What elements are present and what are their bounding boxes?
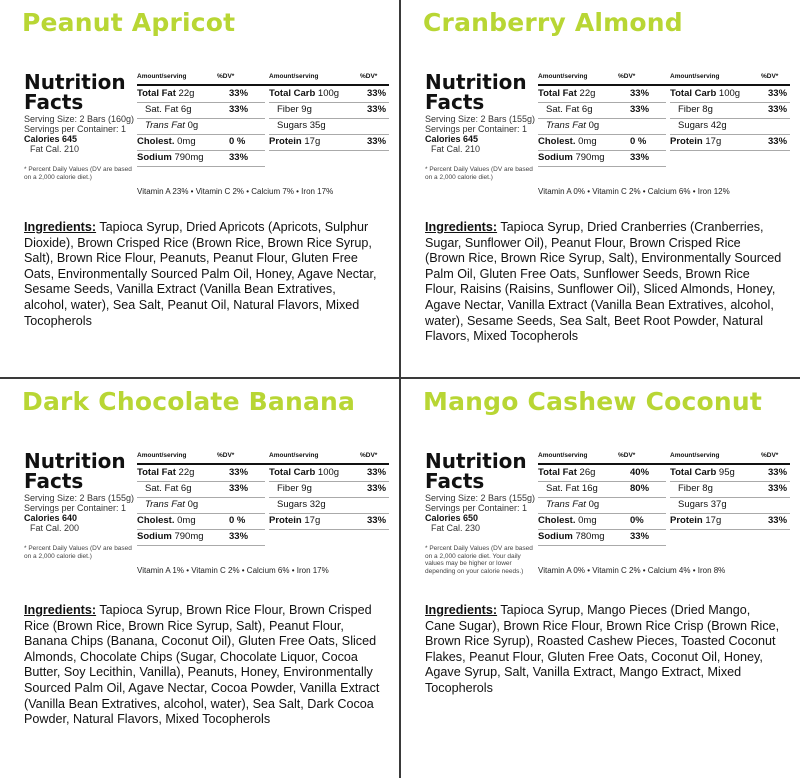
nutrient-cell [137, 465, 265, 482]
nutrient-amount: 8g [702, 104, 713, 115]
serving-size: Serving Size: 2 Bars (155g) [24, 493, 135, 503]
nutrient-name: Sodium [137, 152, 172, 163]
nutrient-amount: 790mg [575, 152, 605, 163]
nutrient-cell [670, 102, 790, 119]
nutrient-label [137, 86, 194, 102]
nutrition-facts-heading [24, 451, 126, 491]
nutrient-dv: 33% [768, 136, 788, 147]
nutrient-amount: 32g [309, 499, 326, 510]
product-title: Mango Cashew Coconut [423, 387, 763, 416]
nutrient-name: Sugars [678, 120, 709, 131]
nutrient-amount: 790mg [174, 152, 204, 163]
table-header [538, 451, 790, 465]
ingredients-label: Ingredients: [24, 220, 97, 234]
heading-line: Facts [425, 469, 485, 493]
nutrient-label [670, 481, 713, 497]
nutrient-name: Sat. Fat [546, 104, 580, 115]
ingredients-label: Ingredients: [24, 603, 97, 617]
column-header: Amount/serving [670, 452, 720, 459]
nutrient-cell [137, 102, 265, 119]
nutrition-facts-label [425, 445, 795, 575]
nutrient-label [538, 150, 605, 166]
nutrient-amount: 6g [180, 483, 192, 494]
daily-value-footnote: * Percent Daily Values (DV are based on a 2,000 calorie diet.) [24, 166, 132, 181]
nutrient-amount: 0mg [578, 136, 597, 147]
nutrient-label [670, 102, 713, 118]
nutrient-amount: 35g [309, 120, 326, 131]
nutrient-dv: 33% [367, 467, 387, 478]
nutrient-cell [269, 118, 389, 135]
table-row [137, 86, 389, 102]
nutrient-name: Sodium [137, 531, 172, 542]
serving-info [425, 114, 537, 181]
daily-value-footnote: * Percent Daily Values (DV are based on a 2,000 calorie diet. Your daily values may be higher or lower depending on your calorie needs.) [425, 545, 533, 575]
nutrient-amount: 17g [705, 515, 722, 526]
nutrient-cell [538, 513, 666, 530]
ingredients-text: Tapioca Syrup, Brown Rice Flour, Brown Crisped Rice (Brown Rice, Brown Rice Syrup, Salt), Peanut Flour, Banana Chips (Banana, Coconut Oil), Gluten Free Oats, Sliced Almonds, Chocolate Chips (Sugar, Chocolate Liquor, Cocoa Butter, Soy Lecithin, Vanilla), Peanuts, Honey, Environmentally Sourced Palm Oil, Agave Nectar, Cocoa Powder, Vanilla Extract (Vanilla Bean Extratives, alcohol, water), Sea Salt, Dark Cocoa Powder, Natural Flavors, Mixed Tocopherols [24, 603, 380, 727]
table-row [137, 481, 389, 497]
nutrient-amount: 6g [581, 104, 593, 115]
vitamins-line: Vitamin A 0% • Vitamin C 2% • Calcium 4% • Iron 8% [538, 566, 726, 575]
nutrient-cell [670, 497, 790, 514]
nutrient-label [670, 118, 727, 134]
nutrient-name: Fiber [277, 104, 299, 115]
nutrient-name: Total Carb [670, 88, 717, 99]
heading-line: Facts [24, 469, 84, 493]
nutrient-amount: 16g [581, 483, 598, 494]
nutrient-dv: 33% [229, 467, 249, 478]
nutrient-dv: 33% [229, 483, 249, 494]
heading-line: Nutrition [425, 449, 527, 473]
nutrient-dv: 33% [229, 104, 249, 115]
nutrient-name: Fiber [678, 104, 700, 115]
calories: Calories 645 [425, 134, 479, 144]
nutrient-label [269, 86, 339, 102]
table-row [538, 134, 790, 150]
nutrition-facts-heading [425, 451, 527, 491]
nutrient-cell [670, 465, 790, 482]
nutrient-dv: 40% [630, 467, 650, 478]
nutrient-cell [137, 134, 265, 151]
nutrient-name: Fiber [678, 483, 700, 494]
nutrient-cell [538, 102, 666, 119]
column-header: %DV* [761, 73, 779, 80]
nutrient-name: Trans Fat [145, 499, 185, 510]
serving-info [24, 114, 136, 181]
product-panel [401, 0, 800, 377]
nutrient-amount: 17g [304, 136, 321, 147]
nutrient-label [670, 497, 727, 513]
calories: Calories 650 [425, 513, 479, 523]
nutrient-cell [538, 529, 666, 546]
nutrient-amount: 780mg [575, 531, 605, 542]
nutrient-dv: 33% [630, 531, 650, 542]
nutrient-label [670, 465, 735, 481]
table-row [538, 465, 790, 481]
vitamins-line: Vitamin A 0% • Vitamin C 2% • Calcium 6% • Iron 12% [538, 187, 730, 196]
nutrient-dv: 0 % [229, 515, 246, 526]
nutrient-dv: 33% [768, 515, 788, 526]
nutrient-cell [137, 118, 265, 135]
nutrient-dv: 33% [630, 88, 650, 99]
product-title: Cranberry Almond [423, 8, 683, 37]
nutrient-name: Sodium [538, 531, 573, 542]
nutrition-facts-label [24, 445, 394, 575]
calories: Calories 640 [24, 513, 78, 523]
serving-size: Serving Size: 2 Bars (155g) [425, 114, 536, 124]
nutrient-cell [670, 118, 790, 135]
nutrient-name: Sugars [678, 499, 709, 510]
ingredients-label: Ingredients: [425, 603, 498, 617]
column-header: %DV* [618, 452, 636, 459]
nutrient-dv: 33% [367, 104, 387, 115]
table-row [137, 529, 389, 545]
nutrient-dv: 0 % [229, 136, 246, 147]
calories: Calories 645 [24, 134, 78, 144]
ingredients-label: Ingredients: [425, 220, 498, 234]
nutrient-cell [538, 134, 666, 151]
nutrient-amount: 37g [710, 499, 727, 510]
heading-line: Nutrition [24, 70, 126, 94]
servings-per-container: Servings per Container: 1 [425, 124, 528, 134]
nutrient-label [269, 134, 320, 150]
nutrient-name: Trans Fat [546, 120, 586, 131]
fat-calories: Fat Cal. 230 [431, 523, 481, 533]
table-row [137, 134, 389, 150]
nutrient-name: Fiber [277, 483, 299, 494]
nutrient-label [137, 497, 198, 513]
nutrient-name: Trans Fat [145, 120, 185, 131]
nutrient-amount: 0g [588, 499, 600, 510]
nutrient-cell [269, 481, 389, 498]
nutrient-name: Cholest. [137, 136, 175, 147]
nutrient-name: Protein [269, 515, 302, 526]
servings-per-container: Servings per Container: 1 [24, 503, 127, 513]
nutrient-name: Sodium [538, 152, 573, 163]
column-header: %DV* [217, 452, 235, 459]
product-panel [0, 379, 399, 778]
nutrient-label [538, 529, 605, 545]
nutrient-cell [269, 513, 389, 530]
nutrient-cell [137, 150, 265, 167]
nutrient-amount: 9g [301, 104, 312, 115]
nutrient-amount: 0g [187, 499, 199, 510]
fat-calories: Fat Cal. 210 [30, 144, 80, 154]
ingredients-text: Tapioca Syrup, Dried Apricots (Apricots, Sulphur Dioxide), Brown Crisped Rice (Brown Rice, Brown Rice Syrup, Salt), Brown Rice Flour, Peanuts, Peanut Flour, Gluten Free Oats, Environmentally Sourced Palm Oil, Honey, Agave Nectar, Sesame Seeds, Vanilla Extract (Vanilla Bean Extratives, alcohol, water), Sea Salt, Peanut Oil, Natural Flavors, Mixed Tocopherols [24, 220, 377, 328]
column-header: Amount/serving [538, 452, 588, 459]
nutrient-label [269, 497, 326, 513]
nutrient-cell [538, 118, 666, 135]
ingredients-text: Tapioca Syrup, Mango Pieces (Dried Mango, Cane Sugar), Brown Rice Flour, Brown Rice Crisp (Brown Rice, Brown Rice Syrup), Roasted Cashew Pieces, Toasted Coconut Flakes, Peanut Flour, Gluten Free Oats, Coconut Oil, Honey, Agave Syrup, Salt, Vanilla Extract, Mango Extract, Mixed Tocopherols [425, 603, 780, 695]
nutrient-cell [269, 497, 389, 514]
daily-value-footnote: * Percent Daily Values (DV are based on a 2,000 calorie diet.) [24, 545, 132, 560]
column-header: Amount/serving [269, 452, 319, 459]
nutrient-label [538, 134, 597, 150]
column-header: %DV* [217, 73, 235, 80]
nutrient-amount: 17g [705, 136, 722, 147]
nutrient-label [269, 465, 339, 481]
nutrient-cell [137, 481, 265, 498]
nutrient-dv: 33% [229, 88, 249, 99]
nutrient-label [137, 465, 194, 481]
nutrient-amount: 0mg [177, 515, 196, 526]
nutrient-label [137, 118, 198, 134]
nutrient-amount: 8g [702, 483, 713, 494]
nutrient-cell [538, 150, 666, 167]
table-row [137, 497, 389, 513]
nutrient-cell [137, 86, 265, 103]
vitamins-line: Vitamin A 1% • Vitamin C 2% • Calcium 6% • Iron 17% [137, 566, 329, 575]
nutrient-label [269, 513, 320, 529]
product-panel [401, 379, 800, 778]
nutrient-cell [670, 513, 790, 530]
nutrient-cell [137, 529, 265, 546]
table-row [137, 513, 389, 529]
nutrient-amount: 100g [317, 88, 340, 99]
nutrient-amount: 0g [187, 120, 199, 131]
nutrient-cell [538, 465, 666, 482]
nutrient-label [538, 513, 597, 529]
nutrition-facts-label [425, 66, 795, 196]
ingredients [24, 220, 382, 329]
nutrient-cell [269, 86, 389, 103]
column-header: Amount/serving [538, 73, 588, 80]
nutrient-dv: 33% [768, 88, 788, 99]
product-panel [0, 0, 399, 377]
nutrient-name: Cholest. [538, 136, 576, 147]
nutrient-label [538, 465, 595, 481]
ingredients-text: Tapioca Syrup, Dried Cranberries (Cranberries, Sugar, Sunflower Oil), Peanut Flour, Brown Crisped Rice (Brown Rice, Brown Rice Syrup, Salt), Environmentally Sourced Palm Oil, Gluten Free Oats, Sunflower Seeds, Brown Rice Flour, Raisins (Raisins, Sunflower Oil), Sliced Almonds, Honey, Agave Nectar, Vanilla Extract (Vanilla Bean Extratives, alcohol, water), Sesame Seeds, Sea Salt, Beet Root Powder, Natural Flavors, Mixed Tocopherols [425, 220, 782, 344]
servings-per-container: Servings per Container: 1 [425, 503, 528, 513]
nutrient-name: Sat. Fat [145, 104, 179, 115]
nutrient-amount: 95g [718, 467, 735, 478]
nutrient-name: Cholest. [137, 515, 175, 526]
nutrient-label [137, 134, 196, 150]
nutrient-cell [538, 497, 666, 514]
nutrient-name: Sugars [277, 499, 308, 510]
nutrient-label [269, 102, 312, 118]
nutrient-dv: 33% [367, 483, 387, 494]
serving-size: Serving Size: 2 Bars (155g) [425, 493, 536, 503]
nutrient-cell [670, 86, 790, 103]
nutrient-label [137, 102, 191, 118]
table-row [538, 513, 790, 529]
table-row [538, 529, 790, 545]
nutrient-amount: 6g [180, 104, 192, 115]
nutrition-facts-heading [425, 72, 527, 112]
column-header: %DV* [761, 452, 779, 459]
nutrient-amount: 22g [178, 88, 195, 99]
nutrient-amount: 22g [579, 88, 596, 99]
table-row [538, 150, 790, 166]
nutrient-amount: 100g [718, 88, 741, 99]
nutrient-name: Total Carb [670, 467, 717, 478]
table-row [538, 118, 790, 134]
nutrient-name: Total Fat [538, 467, 577, 478]
fat-calories: Fat Cal. 200 [30, 523, 80, 533]
serving-size: Serving Size: 2 Bars (160g) [24, 114, 135, 124]
table-header [137, 72, 389, 86]
daily-value-footnote: * Percent Daily Values (DV are based on a 2,000 calorie diet.) [425, 166, 533, 181]
nutrient-dv: 33% [768, 483, 788, 494]
nutrient-label [670, 513, 721, 529]
heading-line: Facts [24, 90, 84, 114]
column-header: Amount/serving [137, 452, 187, 459]
nutrient-name: Total Fat [137, 88, 176, 99]
nutrient-label [137, 481, 191, 497]
nutrient-label [137, 150, 204, 166]
nutrient-dv: 80% [630, 483, 650, 494]
nutrition-facts-label [24, 66, 394, 196]
nutrient-amount: 790mg [174, 531, 204, 542]
nutrient-cell [269, 102, 389, 119]
table-row [137, 150, 389, 166]
nutrient-table [137, 451, 389, 545]
heading-line: Nutrition [24, 449, 126, 473]
table-row [137, 118, 389, 134]
nutrient-amount: 0mg [578, 515, 597, 526]
nutrient-amount: 22g [178, 467, 195, 478]
nutrient-label [670, 86, 740, 102]
table-row [137, 102, 389, 118]
nutrient-cell [538, 86, 666, 103]
servings-per-container: Servings per Container: 1 [24, 124, 127, 134]
nutrient-amount: 42g [710, 120, 727, 131]
nutrient-label [538, 481, 598, 497]
ingredients [425, 603, 783, 697]
nutrient-dv: 33% [229, 152, 249, 163]
nutrient-name: Cholest. [538, 515, 576, 526]
table-row [538, 497, 790, 513]
nutrient-amount: 9g [301, 483, 312, 494]
table-header [137, 451, 389, 465]
table-row [538, 481, 790, 497]
column-header: Amount/serving [269, 73, 319, 80]
nutrient-dv: 33% [367, 88, 387, 99]
nutrient-dv: 33% [367, 515, 387, 526]
table-header [538, 72, 790, 86]
nutrient-label [538, 497, 599, 513]
nutrient-cell [137, 497, 265, 514]
nutrient-amount: 26g [579, 467, 596, 478]
nutrient-name: Total Fat [137, 467, 176, 478]
nutrient-name: Sugars [277, 120, 308, 131]
nutrient-label [538, 102, 592, 118]
nutrient-cell [269, 465, 389, 482]
vitamins-line: Vitamin A 23% • Vitamin C 2% • Calcium 7% • Iron 17% [137, 187, 334, 196]
column-header: %DV* [360, 452, 378, 459]
nutrient-label [137, 513, 196, 529]
nutrient-name: Protein [670, 136, 703, 147]
column-header: %DV* [618, 73, 636, 80]
column-header: Amount/serving [137, 73, 187, 80]
nutrient-amount: 0g [588, 120, 600, 131]
nutrient-name: Sat. Fat [145, 483, 179, 494]
nutrient-name: Total Carb [269, 88, 316, 99]
nutrient-label [670, 134, 721, 150]
nutrient-table [137, 72, 389, 166]
table-row [538, 102, 790, 118]
nutrient-amount: 0mg [177, 136, 196, 147]
table-row [137, 465, 389, 481]
nutrient-table [538, 451, 790, 545]
nutrient-label [269, 481, 312, 497]
serving-info [24, 493, 136, 560]
nutrient-amount: 100g [317, 467, 340, 478]
nutrient-dv: 0 % [630, 136, 647, 147]
fat-calories: Fat Cal. 210 [431, 144, 481, 154]
nutrient-cell [670, 134, 790, 151]
nutrient-name: Protein [670, 515, 703, 526]
nutrient-name: Total Carb [269, 467, 316, 478]
product-title: Dark Chocolate Banana [22, 387, 356, 416]
nutrient-dv: 33% [367, 136, 387, 147]
nutrient-label [137, 529, 204, 545]
nutrient-name: Trans Fat [546, 499, 586, 510]
nutrient-amount: 17g [304, 515, 321, 526]
table-row [538, 86, 790, 102]
nutrient-label [538, 118, 599, 134]
column-header: Amount/serving [670, 73, 720, 80]
nutrient-name: Total Fat [538, 88, 577, 99]
nutrient-name: Protein [269, 136, 302, 147]
nutrient-label [538, 86, 595, 102]
nutrient-table [538, 72, 790, 166]
nutrient-dv: 33% [630, 152, 650, 163]
nutrient-dv: 33% [630, 104, 650, 115]
nutrient-cell [670, 481, 790, 498]
product-title: Peanut Apricot [22, 8, 236, 37]
nutrient-cell [538, 481, 666, 498]
serving-info [425, 493, 537, 575]
column-header: %DV* [360, 73, 378, 80]
nutrient-dv: 33% [229, 531, 249, 542]
ingredients [425, 220, 783, 345]
nutrient-dv: 33% [768, 467, 788, 478]
heading-line: Nutrition [425, 70, 527, 94]
heading-line: Facts [425, 90, 485, 114]
nutrient-dv: 33% [768, 104, 788, 115]
nutrition-facts-heading [24, 72, 126, 112]
nutrient-cell [269, 134, 389, 151]
nutrient-cell [137, 513, 265, 530]
nutrient-dv: 0% [630, 515, 644, 526]
nutrient-name: Sat. Fat [546, 483, 580, 494]
ingredients [24, 603, 382, 728]
nutrient-label [269, 118, 326, 134]
